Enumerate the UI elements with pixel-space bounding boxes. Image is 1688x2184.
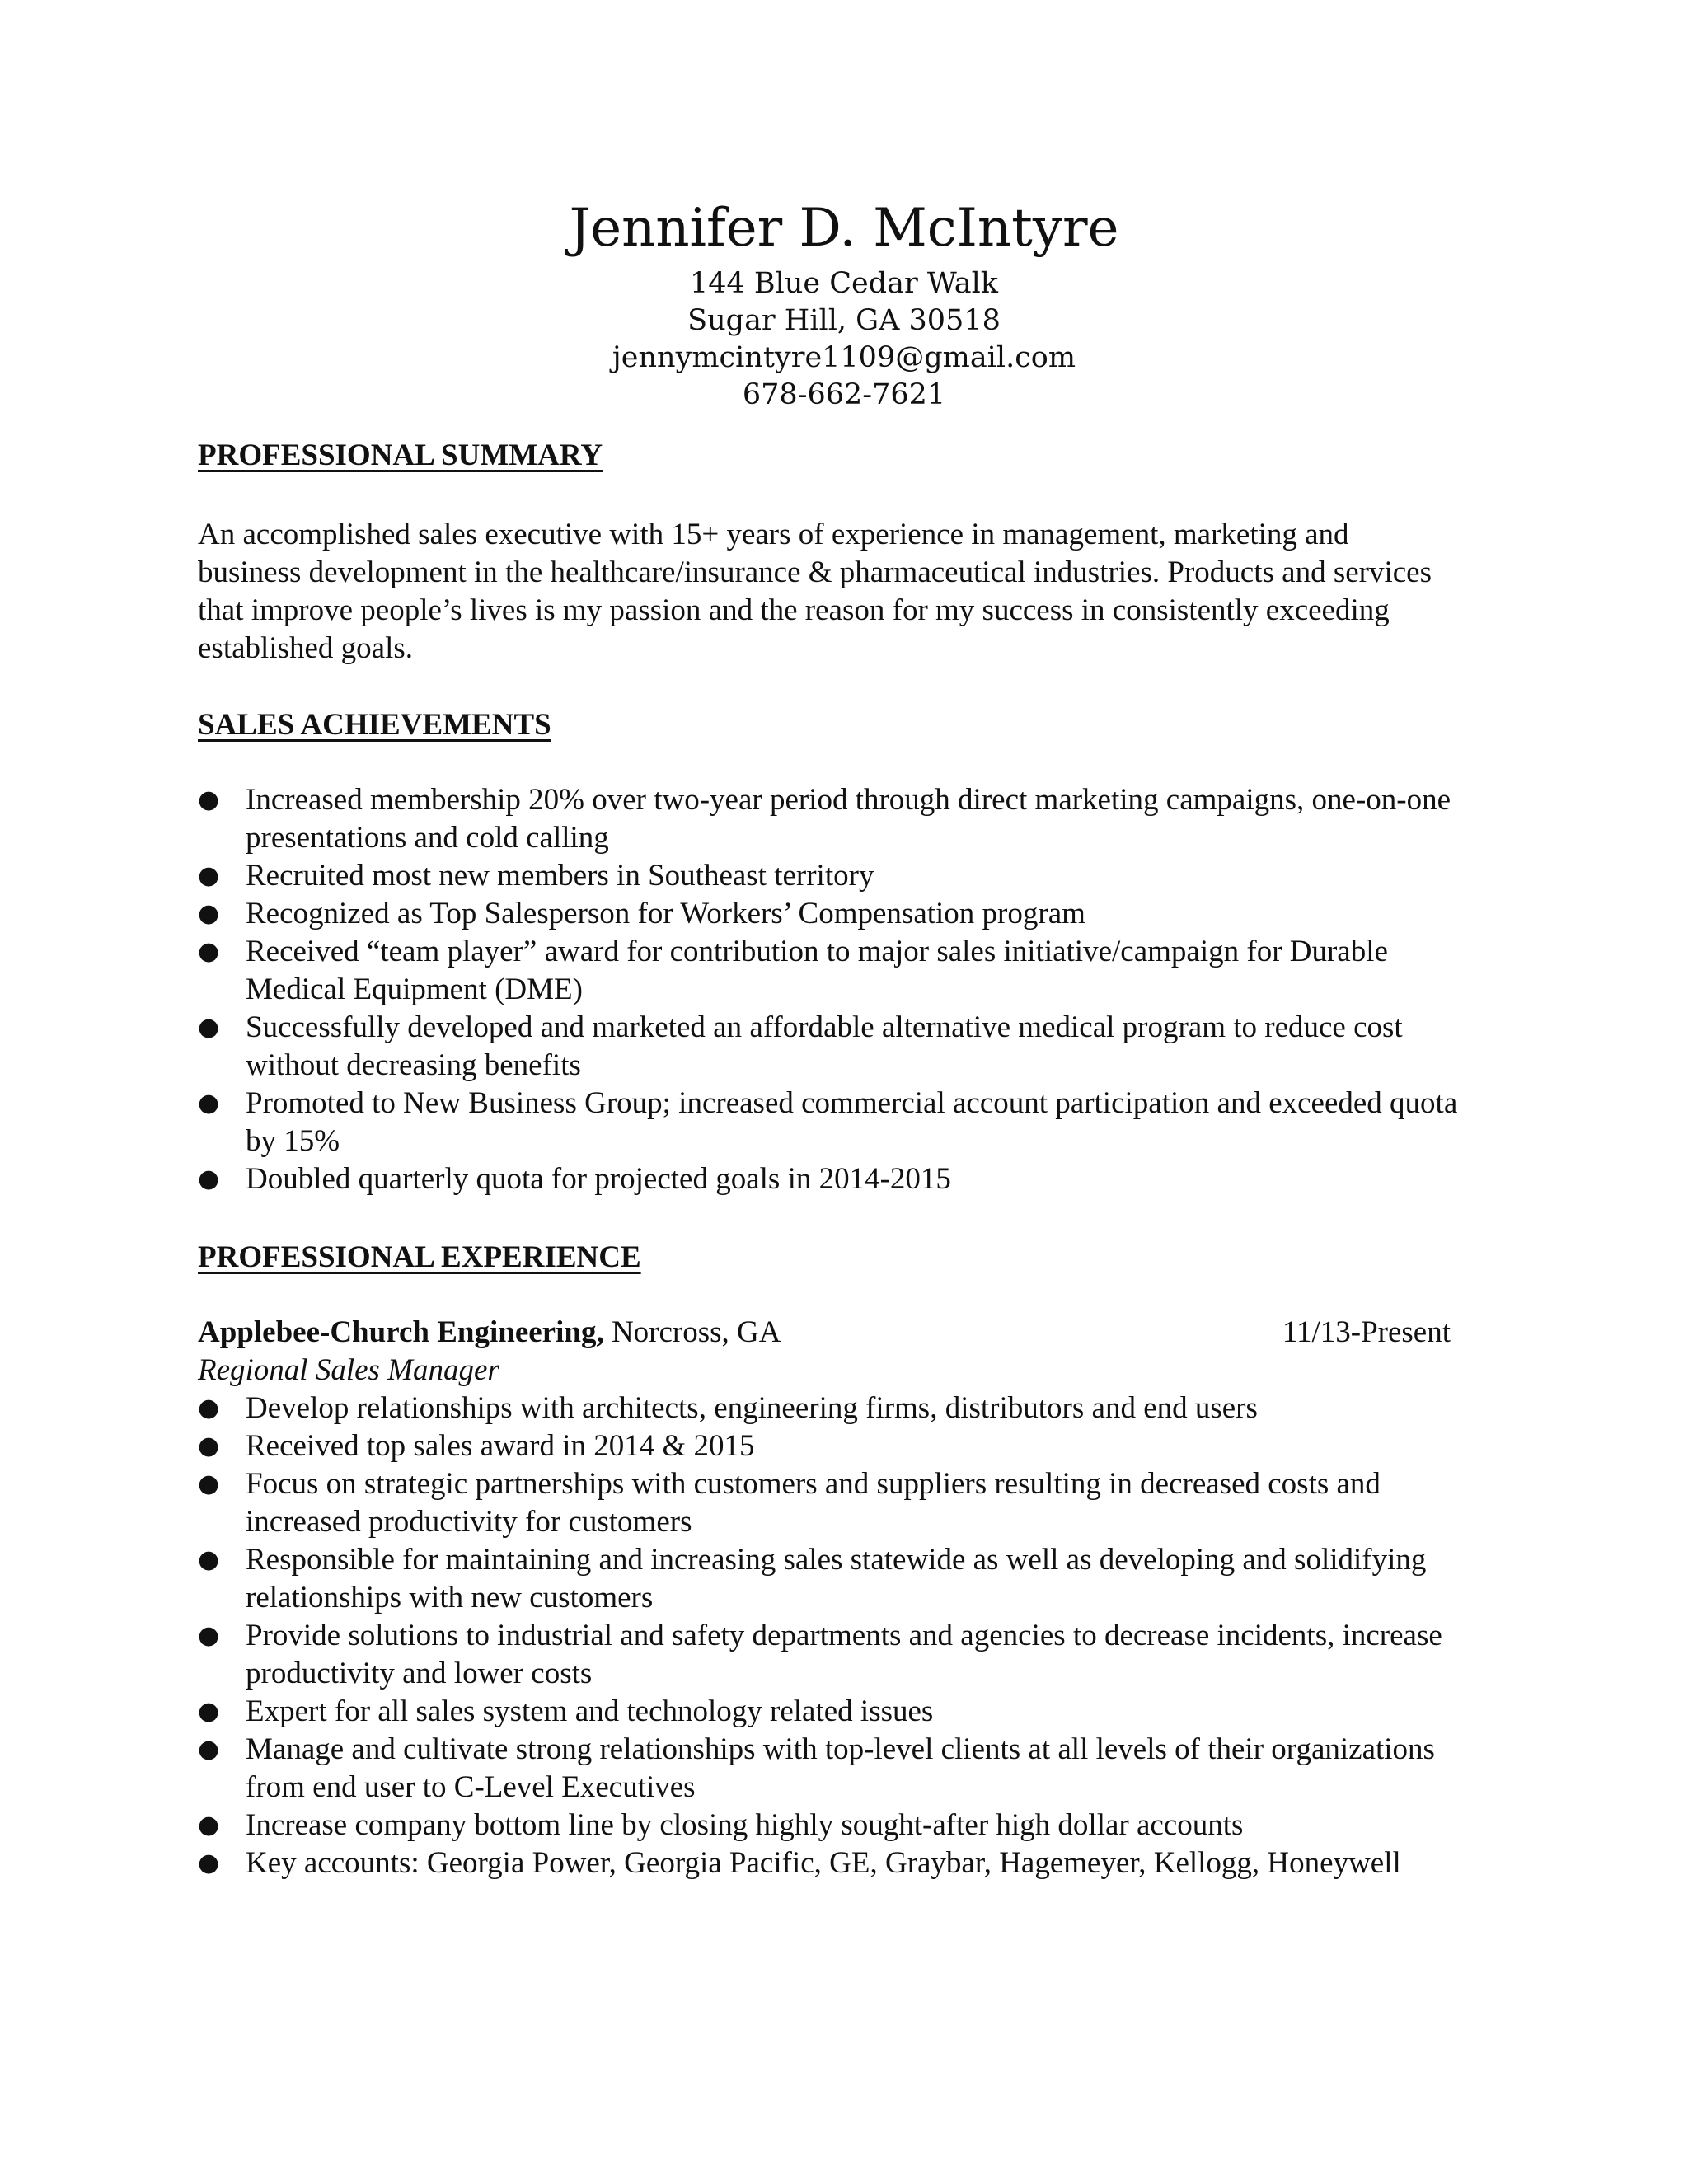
achievement-item-text: Successfully developed and marketed an affordable alternative medical program to reduce cost without decreasing benefits [246, 1010, 1403, 1082]
job-duty-item-text: Increase company bottom line by closing highly sought-after high dollar accounts [246, 1808, 1244, 1842]
achievement-item [198, 895, 1484, 933]
job-title: Regional Sales Manager [198, 1353, 499, 1387]
bullet-icon: ● [198, 861, 220, 890]
achievement-item [198, 1009, 1484, 1085]
achievement-item [198, 857, 1484, 895]
email-address: jennymcintyre1109@gmail.com [612, 341, 1076, 374]
job-duty-item-text: Focus on strategic partnerships with customers and suppliers resulting in decreased costs and increased productivity for customers [246, 1467, 1381, 1539]
achievement-item-text: Recruited most new members in Southeast territory [246, 859, 874, 893]
job-duty-item-text: Expert for all sales system and technology related issues [246, 1694, 934, 1728]
phone-number: 678-662-7621 [742, 378, 946, 411]
achievement-item-text: Received “team player” award for contribution to major sales initiative/campaign for Durable Medical Equipment (DME) [246, 935, 1388, 1006]
job-duty-item-text: Develop relationships with architects, engineering firms, distributors and end users [246, 1391, 1258, 1425]
achievement-item [198, 933, 1484, 1009]
street-address: 144 Blue Cedar Walk [689, 267, 999, 300]
job-duty-item [198, 1617, 1484, 1693]
experience-section [198, 1239, 1484, 1277]
achievements-list-wrap [198, 781, 1484, 1198]
resume-header [0, 191, 1688, 414]
achievement-item-text: Recognized as Top Salesperson for Workers’ Compensation program [246, 897, 1085, 930]
job-duty-item-text: Received top sales award in 2014 & 2015 [246, 1429, 755, 1463]
bullet-icon: ● [198, 1545, 220, 1574]
bullet-icon: ● [198, 1735, 220, 1764]
summary-heading: PROFESSIONAL SUMMARY [198, 438, 603, 472]
job-duty-item-text: Key accounts: Georgia Power, Georgia Pacific, GE, Graybar, Hagemeyer, Kellogg, Honeywell [246, 1846, 1401, 1880]
job-duty-item [198, 1844, 1484, 1882]
achievements-list [198, 781, 1484, 1198]
experience-heading: PROFESSIONAL EXPERIENCE [198, 1240, 641, 1274]
job-duty-item-text: Responsible for maintaining and increasing sales statewide as well as developing and solidifying relationships with new customers [246, 1543, 1427, 1615]
achievement-item [198, 1160, 1484, 1198]
job-duty-item [198, 1427, 1484, 1465]
summary-body [198, 516, 1451, 668]
job-duty-item [198, 1807, 1484, 1844]
job-duty-item [198, 1465, 1484, 1541]
bullet-icon: ● [198, 1811, 220, 1840]
bullet-icon: ● [198, 1849, 220, 1877]
candidate-name: Jennifer D. McIntyre [569, 198, 1119, 259]
bullet-icon: ● [198, 899, 220, 928]
job-dates: 11/13-Present [1282, 1315, 1451, 1349]
job-employer [198, 1314, 781, 1352]
company-location: Norcross, GA [611, 1315, 781, 1349]
job-duty-item-text: Manage and cultivate strong relationships with top-level clients at all levels of their organizations from end user to C-Level Executives [246, 1732, 1435, 1804]
achievement-item [198, 1085, 1484, 1160]
bullet-icon: ● [198, 785, 220, 814]
job-duty-item [198, 1693, 1484, 1731]
job-duty-item [198, 1541, 1484, 1617]
summary-section [198, 437, 1484, 475]
city-state-zip: Sugar Hill, GA 30518 [687, 304, 1001, 337]
achievement-item-text: Promoted to New Business Group; increased commercial account participation and exceeded quota by 15% [246, 1086, 1458, 1158]
job-entry [198, 1314, 1484, 1882]
bullet-icon: ● [198, 1089, 220, 1118]
company-name: Applebee-Church Engineering, [198, 1315, 604, 1349]
achievements-heading: SALES ACHIEVEMENTS [198, 708, 551, 742]
bullet-icon: ● [198, 1469, 220, 1498]
bullet-icon: ● [198, 1394, 220, 1422]
bullet-icon: ● [198, 1165, 220, 1193]
achievement-item-text: Doubled quarterly quota for projected goals in 2014-2015 [246, 1162, 951, 1196]
bullet-icon: ● [198, 1013, 220, 1042]
job-duties-list [198, 1390, 1484, 1882]
bullet-icon: ● [198, 1621, 220, 1650]
job-header [198, 1314, 1451, 1352]
achievement-item-text: Increased membership 20% over two-year period through direct marketing campaigns, one-on-one presentations and cold calling [246, 783, 1451, 855]
job-duty-item [198, 1390, 1484, 1427]
achievements-section [198, 706, 1484, 744]
bullet-icon: ● [198, 1697, 220, 1726]
bullet-icon: ● [198, 937, 220, 966]
job-duty-item-text: Provide solutions to industrial and safety departments and agencies to decrease incidents, increase productivity and lower costs [246, 1619, 1442, 1690]
summary-text: An accomplished sales executive with 15+ years of experience in management, marketing and business development in the healthcare/insurance & pharmaceutical industries. Products and services that improve people’s lives is my passion and the reason for my success in consistently exceeding established goals. [198, 518, 1432, 665]
job-duty-item [198, 1731, 1484, 1807]
achievement-item [198, 781, 1484, 857]
bullet-icon: ● [198, 1432, 220, 1460]
